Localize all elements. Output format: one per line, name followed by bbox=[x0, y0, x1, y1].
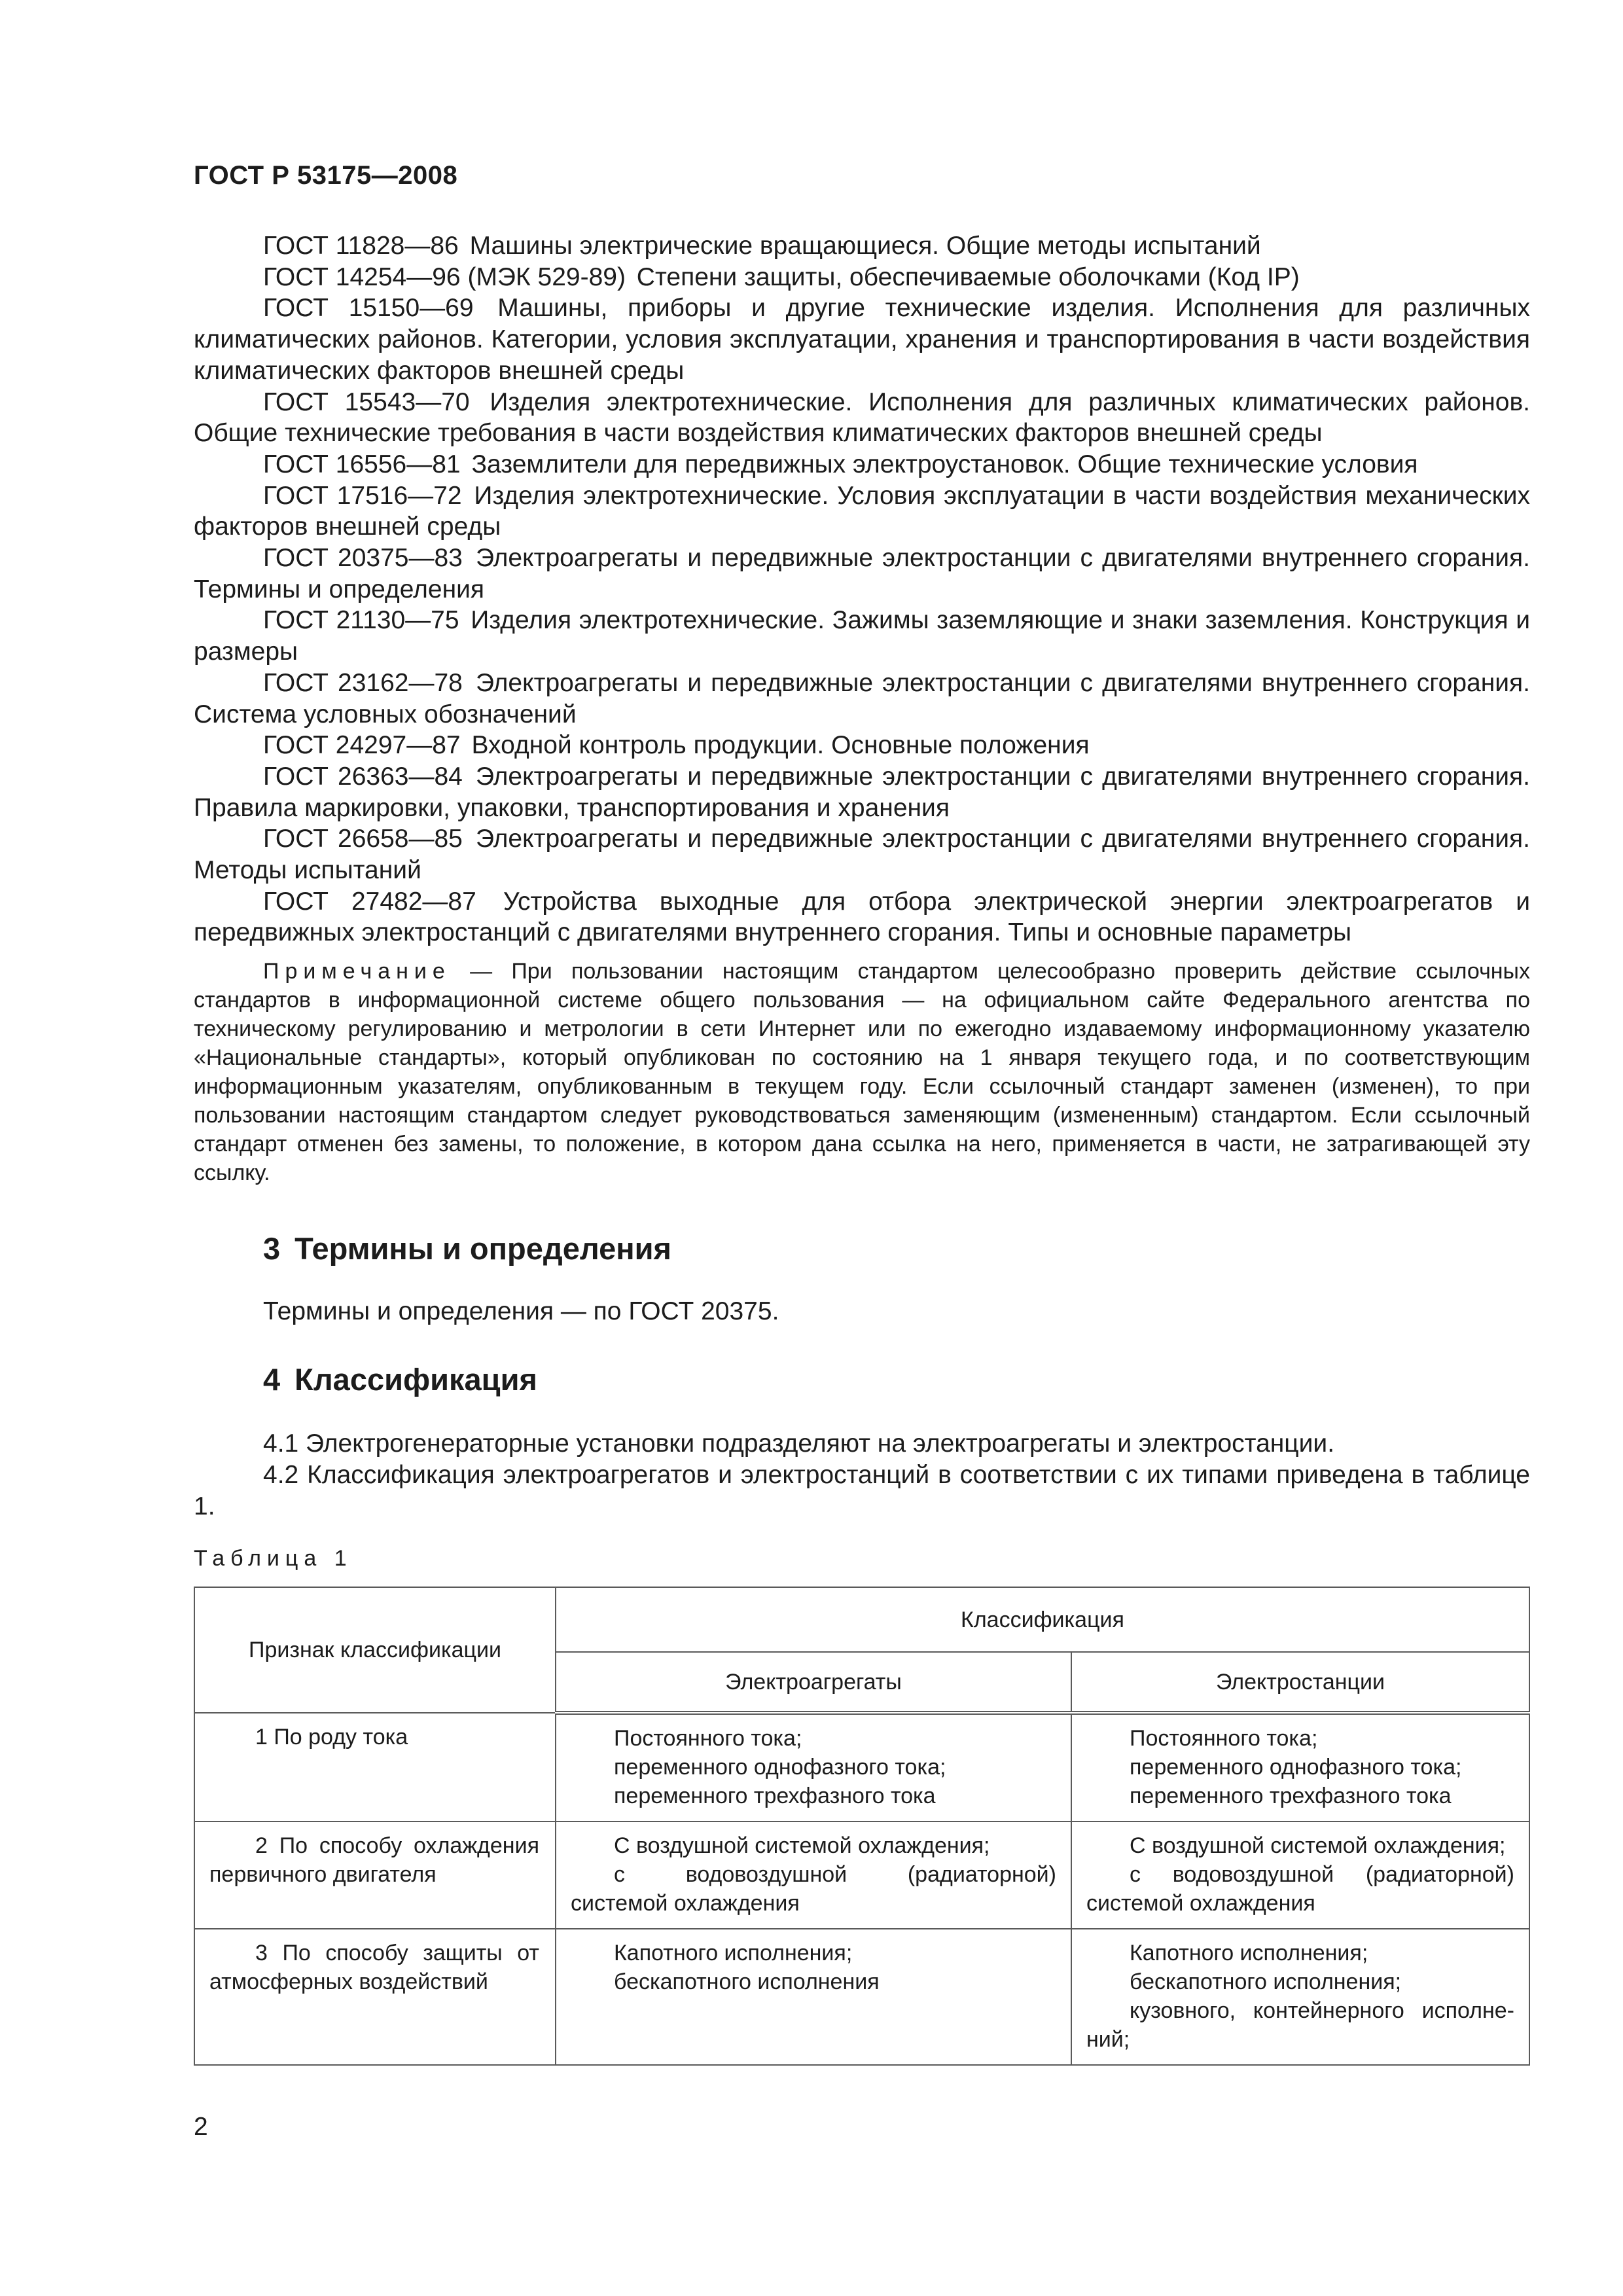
paragraph: 4.1 Электрогенераторные установки подразделяют на электроагрегаты и электростанции. bbox=[263, 1429, 1335, 1458]
section-title: Термины и определения bbox=[294, 1231, 671, 1266]
generator-sets-cell bbox=[556, 1821, 1071, 1929]
cell-line: С воздушной системой охлаждения; bbox=[614, 1833, 990, 1858]
reference-item bbox=[194, 449, 1530, 480]
cell-line: бескапотного исполнения; bbox=[1130, 1969, 1402, 1994]
reference-item bbox=[194, 605, 1530, 667]
cell-line: переменного трехфазного тока bbox=[614, 1784, 936, 1808]
reference-code: ГОСТ 14254—96 (МЭК 529-89) bbox=[263, 262, 626, 291]
reference-code: ГОСТ 26658—85 bbox=[263, 825, 463, 853]
reference-title: Изделия электротехнические. Исполнения для различных климатических районов. Общие технические требования в части воздействия климатических факторов внешней среды bbox=[194, 387, 1530, 448]
section-heading bbox=[263, 1361, 537, 1397]
cell-line: Постоянного тока; bbox=[1130, 1726, 1318, 1751]
reference-code: ГОСТ 17516—72 bbox=[263, 481, 462, 510]
document-code: ГОСТ Р 53175—2008 bbox=[194, 161, 458, 190]
reference-code: ГОСТ 24297—87 bbox=[263, 731, 461, 760]
cell-line: кузовного, контейнерного исполне- bbox=[1130, 1998, 1514, 2023]
section-number: 4 bbox=[263, 1362, 281, 1397]
reference-title: Изделия электротехнические. Зажимы заземляющие и знаки заземления. Конструкция и размеры bbox=[194, 606, 1531, 666]
note-text: — При пользовании настоящим стандартом целесообразно проверить действие ссылочных стандартов в информационной системе общего пользования — на официальном сайте Федерального агентства по техническому регулированию и метрологии в сети Интернет или по ежегодно издаваемому информационному указателю «Национальные стандарты», который опубликован по состоянию на 1 января текущего года, и по соответствующим информационным указателям, опубликованным в текущем году. Если ссылочный стандарт заменен (изменен), то при пользовании настоящим стандартом следует руководствоваться заменяющим (измененным) стандартом. Если ссылочный стандарт отменен без замены, то положение, в котором дана ссылка на него, применяется в части, не затрагивающей эту ссылку. bbox=[194, 959, 1530, 1185]
reference-title: Электроагрегаты и передвижные электростанции с двигателями внутреннего сгорания. Система условных обозначений bbox=[194, 668, 1530, 728]
reference-title: Степени защиты, обеспечиваемые оболочками (Код IP) bbox=[636, 262, 1300, 291]
reference-item bbox=[194, 480, 1530, 543]
power-stations-cell bbox=[1071, 1713, 1529, 1821]
reference-code: ГОСТ 16556—81 bbox=[263, 450, 461, 478]
reference-code: ГОСТ 26363—84 bbox=[263, 762, 463, 791]
cell-line: системой охлаждения bbox=[571, 1891, 800, 1916]
page-number: 2 bbox=[194, 2113, 208, 2141]
reference-title: Изделия электротехнические. Условия эксплуатации в части воздействия механических факторов внешней среды bbox=[194, 481, 1531, 541]
classification-table bbox=[194, 1587, 1530, 2066]
reference-title: Электроагрегаты и передвижные электростанции с двигателями внутреннего сгорания. Методы испытаний bbox=[194, 825, 1530, 885]
power-stations-cell bbox=[1071, 1821, 1529, 1929]
reference-item bbox=[194, 230, 1530, 262]
table-row bbox=[194, 1821, 1529, 1929]
reference-code: ГОСТ 15150—69 bbox=[263, 294, 474, 323]
reference-title: Машины электрические вращающиеся. Общие методы испытаний bbox=[469, 232, 1261, 260]
reference-code: ГОСТ 20375—83 bbox=[263, 544, 463, 573]
reference-title: Заземлители для передвижных электроустановок. Общие технические условия bbox=[471, 450, 1418, 478]
cell-line: с водовоздушной (радиаторной) bbox=[614, 1862, 1056, 1887]
table-row bbox=[194, 1713, 1529, 1821]
reference-item bbox=[194, 387, 1530, 449]
criterion-cell: 1 По роду тока bbox=[194, 1713, 556, 1821]
cell-line: Капотного исполнения; bbox=[614, 1941, 853, 1965]
reference-code: ГОСТ 21130—75 bbox=[263, 606, 459, 635]
criterion-cell: 2 По способу охлаждения первичного двигателя bbox=[194, 1821, 556, 1929]
reference-title: Входной контроль продукции. Основные положения bbox=[471, 731, 1090, 760]
cell-line: переменного однофазного тока; bbox=[614, 1755, 946, 1780]
section-title: Классификация bbox=[294, 1362, 537, 1397]
cell-line: с водовоздушной (радиаторной) bbox=[1130, 1862, 1514, 1887]
cell-line: ний; bbox=[1086, 2027, 1130, 2052]
table-caption: Таблица 1 bbox=[194, 1546, 353, 1571]
reference-code: ГОСТ 23162—78 bbox=[263, 668, 463, 697]
reference-item bbox=[194, 886, 1530, 948]
reference-item bbox=[194, 543, 1530, 605]
reference-code: ГОСТ 15543—70 bbox=[263, 387, 470, 416]
reference-title: Устройства выходные для отбора электрической энергии электроагрегатов и передвижных электростанций с двигателями внутреннего сгорания. Типы и основные параметры bbox=[194, 887, 1531, 947]
header-classification: Классификация bbox=[556, 1587, 1529, 1652]
paragraph: 4.2 Классификация электроагрегатов и электростанций в соответствии с их типами приведена в таблице 1. bbox=[194, 1461, 1530, 1520]
table-row bbox=[194, 1929, 1529, 2065]
note-label: Примечание bbox=[263, 959, 451, 984]
generator-sets-cell bbox=[556, 1713, 1071, 1821]
criterion-cell: 3 По способу защиты от атмосферных воздействий bbox=[194, 1929, 556, 2065]
cell-line: С воздушной системой охлаждения; bbox=[1130, 1833, 1506, 1858]
cell-line: Постоянного тока; bbox=[614, 1726, 802, 1751]
reference-title: Электроагрегаты и передвижные электростанции с двигателями внутреннего сгорания. Термины и определения bbox=[194, 544, 1530, 603]
reference-item bbox=[194, 668, 1530, 730]
reference-item bbox=[194, 293, 1530, 386]
reference-code: ГОСТ 11828—86 bbox=[263, 232, 459, 260]
generator-sets-cell bbox=[556, 1929, 1071, 2065]
section-number: 3 bbox=[263, 1231, 281, 1266]
reference-item bbox=[194, 262, 1530, 293]
reference-title: Машины, приборы и другие технические изделия. Исполнения для различных климатических районов. Категории, условия эксплуатации, хранения и транспортирования в части воздействия климатических факторов внешней среды bbox=[194, 294, 1530, 385]
section-body: Термины и определения — по ГОСТ 20375. bbox=[263, 1297, 779, 1325]
normative-references bbox=[194, 230, 1530, 948]
reference-item bbox=[194, 730, 1530, 761]
cell-line: бескапотного исполнения bbox=[614, 1969, 880, 1994]
header-criterion: Признак классификации bbox=[194, 1587, 556, 1713]
note bbox=[194, 957, 1530, 1187]
cell-line: переменного однофазного тока; bbox=[1130, 1755, 1462, 1780]
header-power-stations: Электростанции bbox=[1071, 1652, 1529, 1713]
power-stations-cell bbox=[1071, 1929, 1529, 2065]
header-generator-sets: Электроагрегаты bbox=[556, 1652, 1071, 1713]
reference-title: Электроагрегаты и передвижные электростанции с двигателями внутреннего сгорания. Правила маркировки, упаковки, транспортирования и хранения bbox=[194, 762, 1530, 822]
cell-line: Капотного исполнения; bbox=[1130, 1941, 1368, 1965]
section-heading bbox=[263, 1230, 671, 1266]
reference-item bbox=[194, 823, 1530, 886]
reference-code: ГОСТ 27482—87 bbox=[263, 887, 476, 916]
reference-item bbox=[194, 761, 1530, 823]
cell-line: системой охлаждения bbox=[1086, 1891, 1315, 1916]
cell-line: переменного трехфазного тока bbox=[1130, 1784, 1452, 1808]
